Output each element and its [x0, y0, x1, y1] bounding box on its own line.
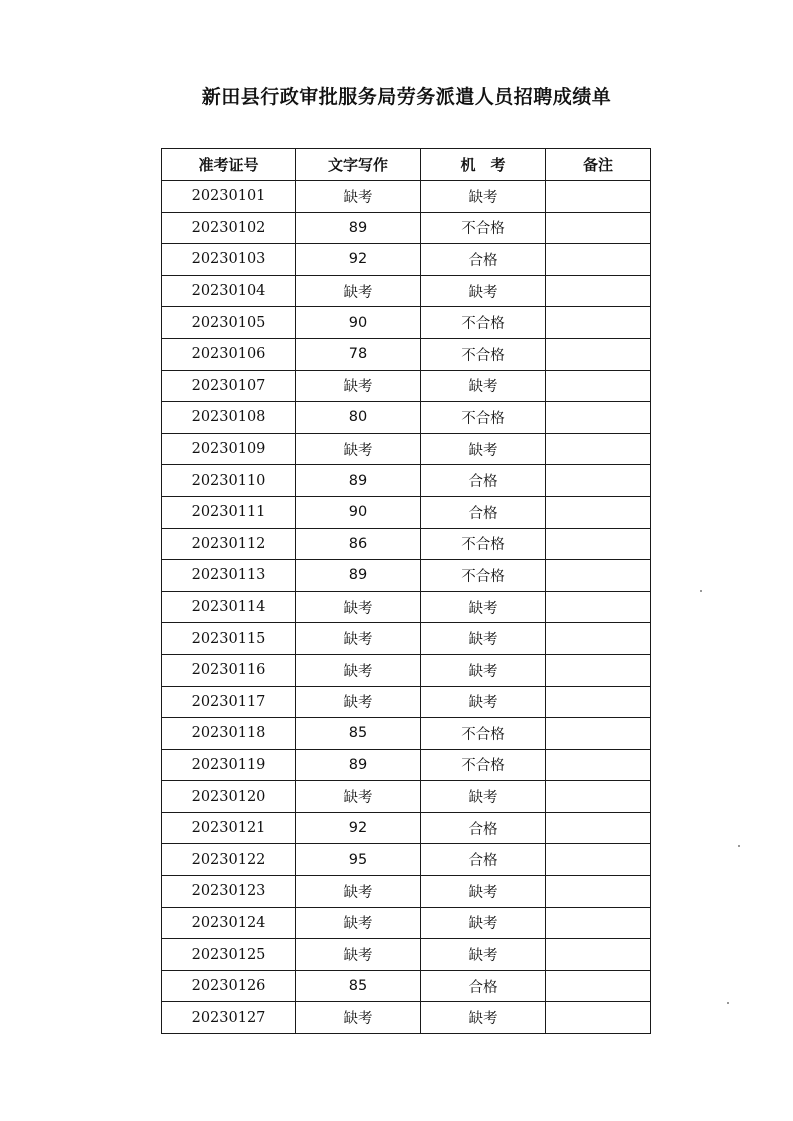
computer-test-cell: 缺考 — [421, 686, 546, 718]
table-row — [162, 370, 651, 402]
table-row — [162, 749, 651, 781]
scan-speck — [700, 590, 702, 592]
note-cell — [546, 465, 651, 497]
table-body — [162, 181, 651, 1034]
writing-score-cell: 95 — [296, 844, 421, 876]
writing-score-cell: 89 — [296, 465, 421, 497]
table-row — [162, 591, 651, 623]
note-cell — [546, 749, 651, 781]
computer-test-cell: 不合格 — [421, 560, 546, 592]
exam-id-cell: 20230122 — [162, 844, 296, 876]
computer-test-cell: 缺考 — [421, 623, 546, 655]
note-cell — [546, 370, 651, 402]
exam-id-cell: 20230105 — [162, 307, 296, 339]
writing-score-cell: 缺考 — [296, 433, 421, 465]
table-row — [162, 781, 651, 813]
table-row — [162, 528, 651, 560]
writing-score-cell: 78 — [296, 338, 421, 370]
header-note: 备注 — [546, 149, 651, 181]
table-row — [162, 718, 651, 750]
computer-test-cell: 合格 — [421, 496, 546, 528]
note-cell — [546, 181, 651, 213]
writing-score-cell: 80 — [296, 402, 421, 434]
note-cell — [546, 338, 651, 370]
results-table — [161, 148, 651, 1034]
header-writing: 文字写作 — [296, 149, 421, 181]
writing-score-cell: 89 — [296, 749, 421, 781]
computer-test-cell: 合格 — [421, 465, 546, 497]
note-cell — [546, 781, 651, 813]
table-row — [162, 402, 651, 434]
writing-score-cell: 90 — [296, 307, 421, 339]
note-cell — [546, 654, 651, 686]
header-exam-id: 准考证号 — [162, 149, 296, 181]
exam-id-cell: 20230110 — [162, 465, 296, 497]
computer-test-cell: 合格 — [421, 812, 546, 844]
computer-test-cell: 合格 — [421, 244, 546, 276]
computer-test-cell: 不合格 — [421, 338, 546, 370]
computer-test-cell: 不合格 — [421, 307, 546, 339]
table-header-row — [162, 149, 651, 181]
computer-test-cell: 不合格 — [421, 749, 546, 781]
writing-score-cell: 缺考 — [296, 1002, 421, 1034]
note-cell — [546, 307, 651, 339]
table-row — [162, 970, 651, 1002]
table-row — [162, 876, 651, 908]
table-row — [162, 623, 651, 655]
exam-id-cell: 20230118 — [162, 718, 296, 750]
page-title: 新田县行政审批服务局劳务派遣人员招聘成绩单 — [201, 86, 612, 108]
table-row — [162, 181, 651, 213]
writing-score-cell: 缺考 — [296, 939, 421, 971]
writing-score-cell: 89 — [296, 212, 421, 244]
exam-id-cell: 20230103 — [162, 244, 296, 276]
writing-score-cell: 缺考 — [296, 907, 421, 939]
exam-id-cell: 20230108 — [162, 402, 296, 434]
writing-score-cell: 缺考 — [296, 623, 421, 655]
computer-test-cell: 缺考 — [421, 181, 546, 213]
exam-id-cell: 20230112 — [162, 528, 296, 560]
computer-test-cell: 缺考 — [421, 433, 546, 465]
writing-score-cell: 缺考 — [296, 591, 421, 623]
computer-test-cell: 不合格 — [421, 528, 546, 560]
note-cell — [546, 1002, 651, 1034]
table-row — [162, 812, 651, 844]
note-cell — [546, 876, 651, 908]
writing-score-cell: 89 — [296, 560, 421, 592]
exam-id-cell: 20230127 — [162, 1002, 296, 1034]
exam-id-cell: 20230102 — [162, 212, 296, 244]
exam-id-cell: 20230116 — [162, 654, 296, 686]
table-row — [162, 275, 651, 307]
table-row — [162, 939, 651, 971]
computer-test-cell: 缺考 — [421, 370, 546, 402]
exam-id-cell: 20230111 — [162, 496, 296, 528]
writing-score-cell: 缺考 — [296, 370, 421, 402]
exam-id-cell: 20230123 — [162, 876, 296, 908]
computer-test-cell: 缺考 — [421, 1002, 546, 1034]
table-row — [162, 244, 651, 276]
writing-score-cell: 缺考 — [296, 686, 421, 718]
exam-id-cell: 20230120 — [162, 781, 296, 813]
table-row — [162, 212, 651, 244]
note-cell — [546, 686, 651, 718]
computer-test-cell: 缺考 — [421, 591, 546, 623]
computer-test-cell: 缺考 — [421, 654, 546, 686]
note-cell — [546, 528, 651, 560]
note-cell — [546, 433, 651, 465]
computer-test-cell: 不合格 — [421, 402, 546, 434]
computer-test-cell: 不合格 — [421, 718, 546, 750]
note-cell — [546, 402, 651, 434]
note-cell — [546, 844, 651, 876]
writing-score-cell: 缺考 — [296, 654, 421, 686]
table-row — [162, 560, 651, 592]
exam-id-cell: 20230113 — [162, 560, 296, 592]
note-cell — [546, 812, 651, 844]
note-cell — [546, 560, 651, 592]
note-cell — [546, 907, 651, 939]
note-cell — [546, 970, 651, 1002]
exam-id-cell: 20230101 — [162, 181, 296, 213]
exam-id-cell: 20230109 — [162, 433, 296, 465]
exam-id-cell: 20230124 — [162, 907, 296, 939]
table-row — [162, 338, 651, 370]
table-row — [162, 307, 651, 339]
computer-test-cell: 缺考 — [421, 907, 546, 939]
writing-score-cell: 缺考 — [296, 876, 421, 908]
computer-test-cell: 缺考 — [421, 876, 546, 908]
table-row — [162, 844, 651, 876]
exam-id-cell: 20230114 — [162, 591, 296, 623]
writing-score-cell: 92 — [296, 812, 421, 844]
computer-test-cell: 缺考 — [421, 781, 546, 813]
writing-score-cell: 85 — [296, 970, 421, 1002]
computer-test-cell: 不合格 — [421, 212, 546, 244]
computer-test-cell: 缺考 — [421, 275, 546, 307]
table-row — [162, 907, 651, 939]
table-row — [162, 433, 651, 465]
table-row — [162, 1002, 651, 1034]
writing-score-cell: 缺考 — [296, 781, 421, 813]
exam-id-cell: 20230107 — [162, 370, 296, 402]
writing-score-cell: 缺考 — [296, 181, 421, 213]
note-cell — [546, 939, 651, 971]
exam-id-cell: 20230106 — [162, 338, 296, 370]
exam-id-cell: 20230104 — [162, 275, 296, 307]
table-row — [162, 496, 651, 528]
writing-score-cell: 90 — [296, 496, 421, 528]
header-computer-test: 机 考 — [421, 149, 546, 181]
writing-score-cell: 85 — [296, 718, 421, 750]
scan-speck — [738, 845, 740, 847]
note-cell — [546, 275, 651, 307]
note-cell — [546, 244, 651, 276]
exam-id-cell: 20230119 — [162, 749, 296, 781]
exam-id-cell: 20230117 — [162, 686, 296, 718]
writing-score-cell: 92 — [296, 244, 421, 276]
writing-score-cell: 86 — [296, 528, 421, 560]
note-cell — [546, 718, 651, 750]
exam-id-cell: 20230126 — [162, 970, 296, 1002]
computer-test-cell: 缺考 — [421, 939, 546, 971]
scan-speck — [727, 1002, 729, 1004]
computer-test-cell: 合格 — [421, 844, 546, 876]
note-cell — [546, 496, 651, 528]
note-cell — [546, 591, 651, 623]
table-row — [162, 465, 651, 497]
exam-id-cell: 20230125 — [162, 939, 296, 971]
exam-id-cell: 20230115 — [162, 623, 296, 655]
computer-test-cell: 合格 — [421, 970, 546, 1002]
exam-id-cell: 20230121 — [162, 812, 296, 844]
table-row — [162, 686, 651, 718]
note-cell — [546, 623, 651, 655]
writing-score-cell: 缺考 — [296, 275, 421, 307]
table-row — [162, 654, 651, 686]
note-cell — [546, 212, 651, 244]
